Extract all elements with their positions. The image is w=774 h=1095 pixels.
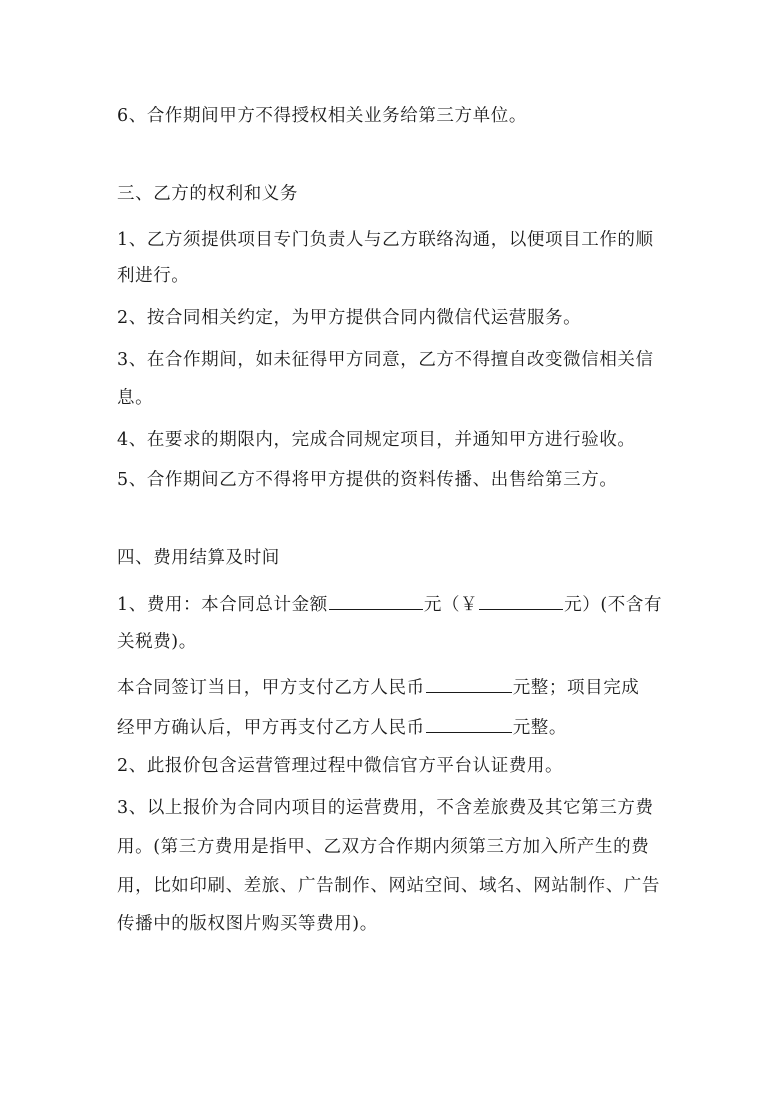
fee-clause-3-line2: 用。(第三方费用是指甲、乙双方合作期内须第三方加入所产生的费 bbox=[117, 837, 650, 857]
fee-clause-2: 2、此报价包含运营管理过程中微信官方平台认证费用。 bbox=[117, 756, 564, 776]
clause-b4: 4、在要求的期限内，完成合同规定项目，并通知甲方进行验收。 bbox=[117, 430, 636, 450]
fee1-text-b: 元（￥ bbox=[423, 595, 479, 615]
clause-a6: 6、合作期间甲方不得授权相关业务给第三方单位。 bbox=[117, 106, 527, 126]
clause-b1-line2: 利进行。 bbox=[117, 266, 190, 286]
first-payment-blank[interactable] bbox=[426, 674, 512, 693]
clause-b1-line1: 1、乙方须提供项目专门负责人与乙方联络沟通，以便项目工作的顺 bbox=[117, 230, 654, 250]
section-4-title: 四、费用结算及时间 bbox=[117, 548, 280, 568]
payment-line1 bbox=[117, 674, 639, 700]
payment-line2 bbox=[117, 714, 567, 740]
pay2-text-b: 元整。 bbox=[512, 718, 568, 738]
fee1-text-a: 1、费用：本合同总计金额 bbox=[117, 595, 328, 615]
pay2-text-a: 经甲方确认后，甲方再支付乙方人民币 bbox=[117, 718, 425, 738]
clause-b3-line2: 息。 bbox=[117, 388, 154, 408]
section-3-title: 三、乙方的权利和义务 bbox=[117, 184, 298, 204]
pay1-text-b: 元整；项目完成 bbox=[512, 678, 640, 698]
clause-b3-line1: 3、在合作期间，如未征得甲方同意，乙方不得擅自改变微信相关信 bbox=[117, 350, 654, 370]
fee-clause-3-line1: 3、以上报价为合同内项目的运营费用，不含差旅费及其它第三方费 bbox=[117, 798, 654, 818]
fee-clause-1-line1 bbox=[117, 591, 662, 617]
fee-clause-3-line3: 用，比如印刷、差旅、广告制作、网站空间、域名、网站制作、广告 bbox=[117, 876, 660, 896]
second-payment-blank[interactable] bbox=[426, 714, 512, 733]
clause-b2: 2、按合同相关约定，为甲方提供合同内微信代运营服务。 bbox=[117, 308, 582, 328]
pay1-text-a: 本合同签订当日，甲方支付乙方人民币 bbox=[117, 678, 425, 698]
clause-b5: 5、合作期间乙方不得将甲方提供的资料传播、出售给第三方。 bbox=[117, 470, 618, 490]
total-amount-yuan-blank[interactable] bbox=[479, 591, 563, 610]
total-amount-blank[interactable] bbox=[329, 591, 423, 610]
fee-clause-1-line2: 关税费)。 bbox=[117, 632, 197, 652]
fee1-text-c: 元）(不含有 bbox=[564, 595, 663, 615]
fee-clause-3-line4: 传播中的版权图片购买等费用)。 bbox=[117, 914, 378, 934]
